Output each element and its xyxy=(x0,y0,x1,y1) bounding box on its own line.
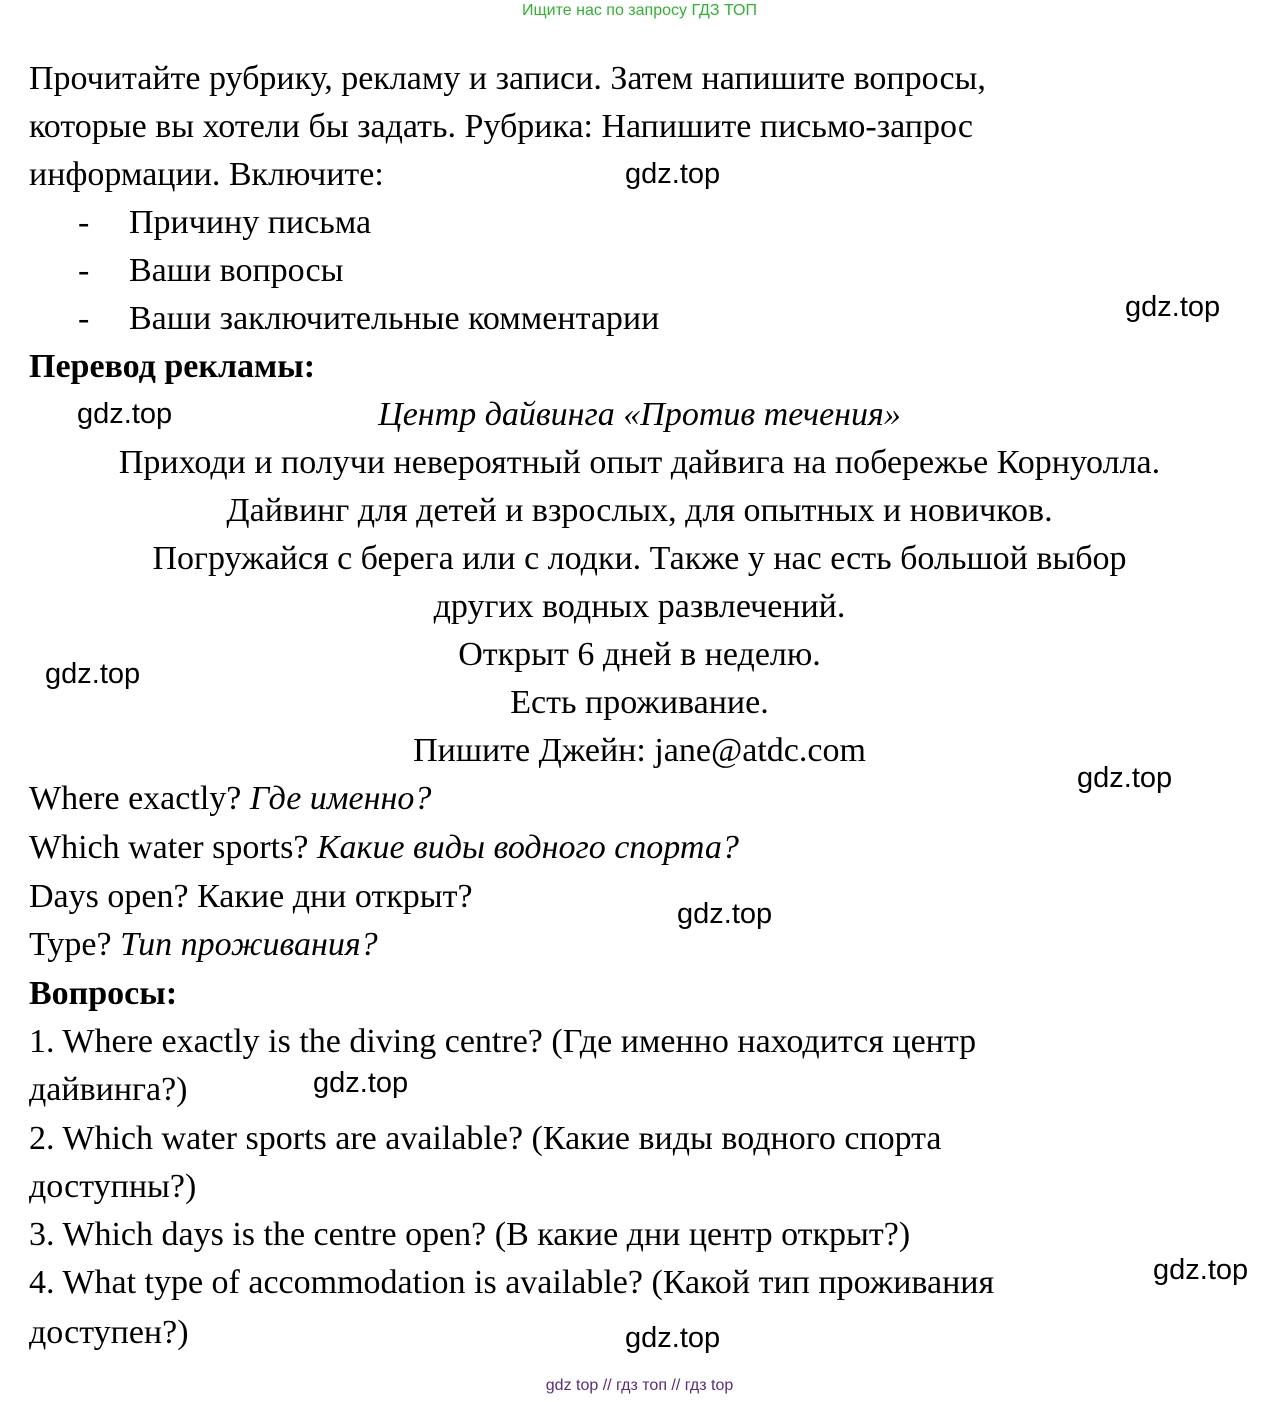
note-en: Where exactly? xyxy=(29,780,242,817)
watermark: gdz.top xyxy=(1077,762,1173,794)
note-ru: Какие дни открыт? xyxy=(197,878,473,915)
task-line-2: которые вы хотели бы задать. Рубрика: Напишите письмо-запрос xyxy=(29,108,973,145)
watermark: gdz.top xyxy=(677,898,773,930)
bullet-dash: - xyxy=(78,252,90,289)
watermark: gdz.top xyxy=(625,1322,721,1354)
note-line xyxy=(29,828,739,868)
question-line: дайвинга?) xyxy=(29,1071,188,1108)
watermark: gdz.top xyxy=(1125,291,1221,323)
question-line: 2. Which water sports are available? (Какие виды водного спорта xyxy=(29,1120,942,1157)
ad-line: Есть проживание. xyxy=(510,684,769,721)
ad-line: других водных развлечений. xyxy=(433,588,846,625)
watermark: gdz.top xyxy=(77,398,173,430)
top-banner: Ищите нас по запросу ГДЗ ТОП xyxy=(522,2,757,19)
watermark: gdz.top xyxy=(313,1067,409,1099)
question-line: доступен?) xyxy=(29,1314,189,1351)
bullet-item: Ваши заключительные комментарии xyxy=(129,300,660,337)
bullet-item: Ваши вопросы xyxy=(129,252,344,289)
question-line: 4. What type of accommodation is available? (Какой тип проживания xyxy=(29,1264,995,1301)
note-line xyxy=(29,779,431,819)
note-en: Type? xyxy=(29,926,112,963)
ad-heading: Перевод рекламы: xyxy=(29,348,316,385)
task-line-1: Прочитайте рубрику, рекламу и записи. Затем напишите вопросы, xyxy=(29,60,986,97)
watermark: gdz.top xyxy=(625,158,721,190)
question-line: 1. Where exactly is the diving centre? (Где именно находится центр xyxy=(29,1023,977,1060)
note-ru: Где именно? xyxy=(249,780,432,817)
note-line xyxy=(29,877,473,917)
task-line-3: информации. Включите: xyxy=(29,156,384,193)
ad-email-line: Пишите Джейн: jane@atdc.com xyxy=(413,732,866,769)
ad-line: Открыт 6 дней в неделю. xyxy=(458,636,821,673)
question-line: 3. Which days is the centre open? (В какие дни центр открыт?) xyxy=(29,1216,911,1253)
bullet-dash: - xyxy=(78,204,90,241)
note-line xyxy=(29,925,378,965)
ad-line: Дайвинг для детей и взрослых, для опытных и новичков. xyxy=(226,492,1053,529)
questions-heading: Вопросы: xyxy=(29,975,178,1012)
note-en: Which water sports? xyxy=(29,829,309,866)
question-line: доступны?) xyxy=(29,1168,197,1205)
ad-line: Погружайся с берега или с лодки. Также у нас есть большой выбор xyxy=(152,540,1127,577)
watermark: gdz.top xyxy=(45,658,141,690)
ad-title: Центр дайвинга «Против течения» xyxy=(378,396,901,433)
note-en: Days open? xyxy=(29,878,189,915)
bullet-dash: - xyxy=(78,300,90,337)
note-ru: Какие виды водного спорта? xyxy=(316,829,739,866)
watermark: gdz.top xyxy=(1153,1254,1249,1286)
footer: gdz top // гдз топ // гдз top xyxy=(545,1377,734,1394)
ad-line: Приходи и получи невероятный опыт дайвига на побережье Корнуолла. xyxy=(118,444,1161,481)
bullet-item: Причину письма xyxy=(129,204,372,241)
note-ru: Тип проживания? xyxy=(120,926,378,963)
